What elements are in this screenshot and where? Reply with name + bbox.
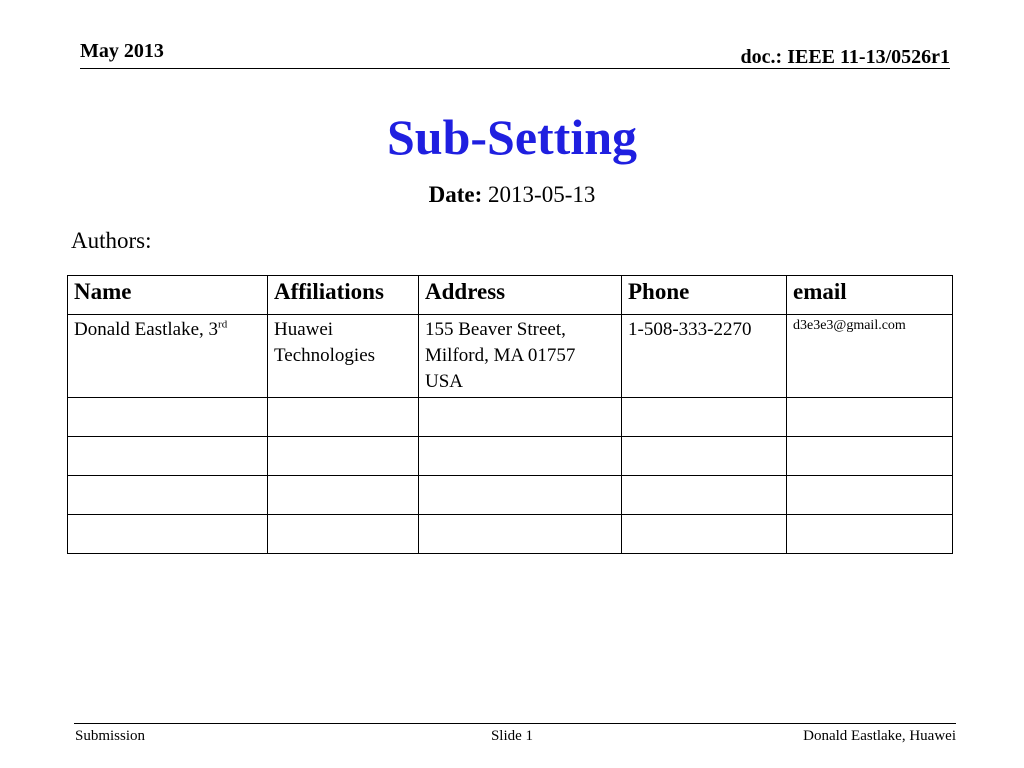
empty-cell xyxy=(787,437,953,476)
address-line-1: 155 Beaver Street, xyxy=(425,319,566,340)
table-row xyxy=(68,476,953,515)
header-address: Address xyxy=(419,276,622,315)
date-label: Date: xyxy=(428,182,483,207)
empty-cell xyxy=(787,515,953,554)
authors-table xyxy=(67,275,953,554)
footer-divider xyxy=(74,723,956,724)
table-header-row xyxy=(68,276,953,315)
affiliation-line-2: Technologies xyxy=(274,345,376,366)
empty-cell xyxy=(68,398,268,437)
address-line-2: Milford, MA 01757 xyxy=(425,345,576,366)
empty-cell xyxy=(68,515,268,554)
author-name: Donald Eastlake, 3 xyxy=(74,319,219,340)
affiliation-line-1: Huawei xyxy=(274,319,334,340)
author-address-cell xyxy=(419,315,622,398)
empty-cell xyxy=(622,476,787,515)
header-phone: Phone xyxy=(622,276,787,315)
empty-cell xyxy=(68,437,268,476)
empty-cell xyxy=(268,515,419,554)
empty-cell xyxy=(622,437,787,476)
author-affiliation-cell xyxy=(268,315,419,398)
table-row xyxy=(68,515,953,554)
empty-cell xyxy=(268,437,419,476)
empty-cell xyxy=(419,515,622,554)
table-row xyxy=(68,315,953,398)
footer-submission: Submission xyxy=(75,728,146,744)
author-name-cell xyxy=(68,315,268,398)
empty-cell xyxy=(68,476,268,515)
empty-cell xyxy=(622,398,787,437)
header-affiliations: Affiliations xyxy=(268,276,419,315)
header-email: email xyxy=(787,276,953,315)
author-email: d3e3e3@gmail.com xyxy=(787,315,953,398)
empty-cell xyxy=(787,398,953,437)
slide-title: Sub-Setting xyxy=(386,109,638,165)
header-divider xyxy=(80,68,950,69)
date-value: 2013-05-13 xyxy=(488,182,596,207)
footer-slide-number: Slide 1 xyxy=(490,728,534,744)
footer-author: Donald Eastlake, Huawei xyxy=(803,728,956,744)
header-date: May 2013 xyxy=(80,40,164,62)
empty-cell xyxy=(268,476,419,515)
author-name-suffix: rd xyxy=(218,318,228,331)
empty-cell xyxy=(787,476,953,515)
authors-label: Authors: xyxy=(71,228,152,253)
empty-cell xyxy=(419,398,622,437)
address-line-3: USA xyxy=(425,371,464,392)
empty-cell xyxy=(268,398,419,437)
author-phone: 1-508-333-2270 xyxy=(622,315,787,398)
empty-cell xyxy=(622,515,787,554)
table-row xyxy=(68,437,953,476)
header-doc-id: doc.: IEEE 11-13/0526r1 xyxy=(740,46,950,68)
empty-cell xyxy=(419,476,622,515)
table-row xyxy=(68,398,953,437)
empty-cell xyxy=(419,437,622,476)
header-name: Name xyxy=(68,276,268,315)
date-line xyxy=(0,182,1024,208)
